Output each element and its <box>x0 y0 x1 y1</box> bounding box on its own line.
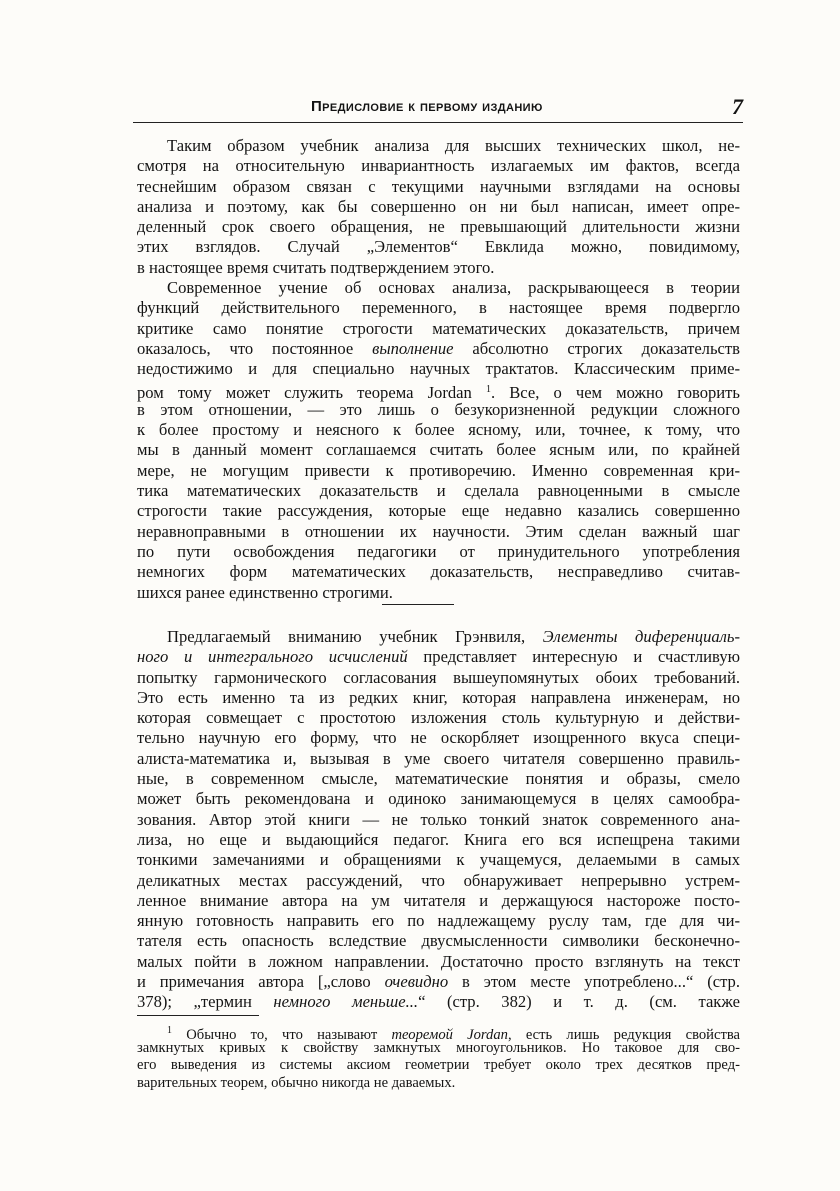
page-header <box>133 96 743 122</box>
text-line: критике само понятие строгости математических доказательств, причем <box>137 318 740 338</box>
text-line: Это есть именно та из редких книг, которая направлена инженерам, но <box>137 687 740 707</box>
text-line: его выведения из системы аксиом геометрии требует около трех десятков пред- <box>137 1057 740 1073</box>
text-line: функций действительного переменного, в настоящее время подвергло <box>137 298 740 318</box>
text-line: недостижимо и для специально научных трактатов. Классическим приме- <box>137 359 740 379</box>
text-line: Таким образом учебник анализа для высших технических школ, не- <box>167 136 740 155</box>
text-line: в настоящее время считать подтверждением этого. <box>137 257 495 277</box>
text-line: может быть рекомендована и одиноко занимающемуся в целях самообра- <box>137 789 740 809</box>
text-line: тателя есть опасность вследствие двусмысленности символики бесконечно- <box>137 931 740 951</box>
text-line: варительных теорем, обычно никогда не даваемых. <box>137 1074 456 1091</box>
section-divider <box>382 604 454 605</box>
text-line: тельно научную его форму, что не оскорбляет изощренного вкуса специ- <box>137 728 740 748</box>
text-line: ного и интегрального исчислений представляет интересную и счастливую <box>137 647 741 667</box>
text-line: смотря на относительную инвариантность излагаемых им фактов, всегда <box>137 156 740 176</box>
footnote-rule <box>137 1015 259 1016</box>
text-line: деленный срок своего обращения, не превышающий длительности жизни <box>137 217 740 237</box>
text-line: неравноправными в отношении их научности. Этим сделан важный шаг <box>137 521 740 541</box>
text-line: малых пойти в ложном направлении. Достаточно просто взглянуть на текст <box>137 951 740 971</box>
text-line: мы в данный момент соглашаемся считать более ясным или, по крайней <box>137 440 740 460</box>
text-line: замкнутых кривых к свойству замкнутых многоугольников. Но таковое для сво- <box>137 1039 740 1056</box>
paragraphs-section-1 <box>137 136 740 603</box>
text-line: которая совмещает с простотою изложения столь культурную и действи- <box>137 708 740 728</box>
text-line: мере, не могущим привести к противоречию. Именно современная кри- <box>137 460 740 480</box>
text-line: немногих форм математических доказательств, несправедливо считав- <box>137 562 740 582</box>
text-line: зования. Автор этой книги — не только тонкий знаток современного ана- <box>137 809 740 829</box>
text-line: лиза, но еще и выдающийся педагог. Книга его вся испещрена такими <box>137 829 740 849</box>
text-line: по пути освобождения педагогики от принудительного употребления <box>137 541 740 561</box>
text-line: алиста-математика и, вызывая в уме своего читателя совершенно правиль- <box>137 748 740 768</box>
text-line: Предлагаемый вниманию учебник Грэнвиля, Элементы диференциаль- <box>167 627 740 646</box>
footnote <box>137 1022 740 1092</box>
text-line: этих взглядов. Случай „Элементов“ Евклида можно, повидимому, <box>137 237 740 257</box>
text-line: ром тому может служить теорема Jordan $^1$. Все, о чем можно говорить <box>137 382 741 402</box>
text-line: в этом отношении, — это лишь о безукоризненной редукции сложного <box>137 399 740 419</box>
text-line: тонкими замечаниями и обращениями к учащемуся, делаемыми в самых <box>137 850 740 870</box>
text-line: попытку гармонического согласования вышеупомянутых обоих требований. <box>137 667 740 687</box>
paragraphs-section-2 <box>137 627 740 1013</box>
text-line: анализа и поэтому, как бы совершенно он ни был написан, имеет опре- <box>137 196 740 216</box>
text-line: деликатных местах рассуждений, что обнаруживает непрерывно устрем- <box>137 870 740 890</box>
running-title: Предисловие к первому изданию <box>311 98 543 115</box>
text-line: $^1$ Обычно то, что называют теоремой Jordan, есть лишь редукция свойства <box>167 1025 741 1043</box>
text-line: ленное внимание автора на ум читателя и держащуюся настороже посто- <box>137 890 740 910</box>
page-number: 7 <box>732 94 743 119</box>
text-line: тика математических доказательств и сделала равноценными в смысле <box>137 481 740 501</box>
text-line: и примечания автора [„слово очевидно в этом месте употреблено...“ (стр. <box>137 972 740 992</box>
header-rule <box>133 122 743 123</box>
text-line: 378); „термин немного меньше...“ (стр. 382) и т. д. (см. также <box>137 992 740 1012</box>
text-line: янную готовность направить его по надлежащему руслу там, где для чи- <box>137 911 740 931</box>
text-line: ные, в современном смысле, математические понятия и образы, смело <box>137 769 740 789</box>
text-line: оказалось, что постоянное выполнение абсолютно строгих доказательств <box>137 338 740 358</box>
text-line: теснейшим образом связан с текущими научными взглядами на основы <box>137 176 740 196</box>
text-line: к более простому и неясного к более ясному, или, точнее, к тому, что <box>137 420 740 440</box>
text-line: строгости такие рассуждения, которые еще недавно казались совершенно <box>137 501 740 521</box>
text-line: шихся ранее единственно строгими. <box>137 582 393 602</box>
text-line: Современное учение об основах анализа, раскрывающееся в теории <box>167 278 740 298</box>
